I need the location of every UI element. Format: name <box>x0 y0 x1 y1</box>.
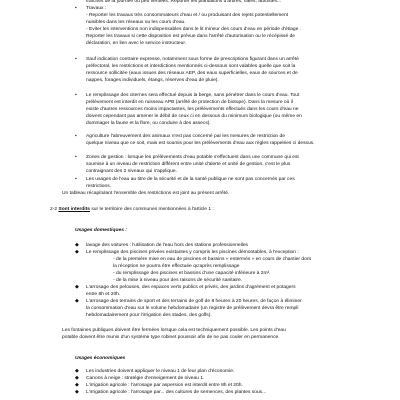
text-line: entre 8h et 20h. <box>86 292 121 297</box>
subsection-title: Usages domestiques : <box>75 228 127 233</box>
text-line: la consommation d'eau sur le volume hebdomadaire (un registre de prélèvement devra être rempli <box>86 306 299 311</box>
text-line: nuisibles dans les réseaux ou les cours d'eau. <box>86 20 186 25</box>
text-line: préfectoral, les restrictions et interdictions mentionnés ci-dessous sont valables quelle que soit la <box>86 64 296 69</box>
text-line: Le remplissage des piscines privées existantes y compris les piscines démontables, à l'exception : <box>86 250 299 255</box>
text-line: L'arrosage des terrains de sport et des terrains de golf de 8 heures à 20 heures, de façon à éliminer <box>86 299 302 304</box>
text-line: ressource sollicitée (eaux issues des réseaux AEP, des eaux superficielles, eaux de sources et de <box>86 71 298 76</box>
bullet-icon: ▪ <box>75 177 77 182</box>
text-line: dommager la faune et la flore, ou conduire à des assecs). <box>86 121 211 126</box>
text-line: Les fontaines publiques doivent être fermées lorsque cela est techniquement possible. Les points d'eau <box>62 328 286 333</box>
bullet-icon: ▪ <box>75 134 77 139</box>
bullet-icon: ◆ <box>75 285 79 290</box>
text-line: Les usages de l'eau au titre de la sécurité et de la santé publique ne sont pas concernés par ces <box>86 177 295 182</box>
text-line: - Eviter les interventions non indispensables dans le lit mineur des cours d'eau en période d'étiage . <box>86 27 302 32</box>
text-line: Zones de gestion : lorsque les prélèvements d'eau potable s'effectuent dans une commune qui est <box>86 155 299 160</box>
text-line: Reporter les travaux si cette disposition est prévue dans l'arrêté d'autorisation ou le récépissé de <box>86 34 296 39</box>
text-line: L'irrigation agricole : l'arrosage par... des cultures de semences, des plantes sous... <box>86 390 267 395</box>
text-line: - de la mise à niveau pour des raisons de sécurité sanitaire. <box>113 278 243 283</box>
text-line: Agriculture l'abreuvement des animaux n'est pas concerné par les mesures de restriction de <box>86 134 285 139</box>
text-line: restrictions. <box>86 184 112 189</box>
section-rest: sur le territoire des communes mentionnées à l'article 1 : <box>91 207 214 212</box>
text-line: - de la première mise en eau de piscines et bassins « entermés » en cours de chantier dont <box>113 257 311 262</box>
section-number: 2-2 <box>50 207 58 212</box>
text-line: Sauf indication contraire expresse, notamment sous forme de prescriptions figurant dans un arrêté <box>86 57 299 62</box>
text-line: déclaration, en lien avec le service instructeur. <box>86 41 187 46</box>
bullet-icon: ▪ <box>75 57 77 62</box>
text-line: Le remplissage des citernes sera effectué depuis la berge, sans pénétrer dans le cours d'eau. Tout <box>86 93 300 98</box>
section-heading <box>50 207 214 213</box>
subheading: Travaux : <box>86 6 107 11</box>
text-line: Canons à neige : stratégie d'enneigement de niveau 1. <box>86 376 205 381</box>
bullet-icon: ▪ <box>75 6 77 11</box>
text-line: - du remplissage des piscines et bassins d'une capacité inférieure à 2m³. <box>113 271 271 276</box>
bullet-icon: ◆ <box>75 376 79 381</box>
bullet-icon: ◆ <box>75 383 79 388</box>
text-line: prélèvement est interdit en ruisseau APB (arrêté de protection de biotope). Dans la mesure où il <box>86 100 293 105</box>
bullet-icon: ▪ <box>75 93 77 98</box>
bullet-icon: ▪ <box>75 155 77 160</box>
text-line: quelque niveau que ce soit, mais est soumis pour les prélèvements d'eau aux règles rappelées ci dessus. <box>86 141 315 146</box>
text-line: lavage des voitures : l'utilisation de l'eau hors des stations professionnelles <box>86 243 248 248</box>
text-line: Les industries doivent appliquer le niveau 1 de leur plan d'économie. <box>86 369 235 374</box>
text-line: hebdomadairement pour l'irrigation des stades, des golfs). <box>86 313 212 318</box>
text-line: nappes, forages individuels, étangs, réserves d'eau de pluie). <box>86 78 219 83</box>
bullet-icon: ◆ <box>75 390 79 395</box>
text-line: - Reporter les travaux très consommateurs d'eau et / ou produisant des rejets potentiellement <box>86 13 289 18</box>
text-line: contraignant des 2 niveaux qui s'applique. <box>86 169 177 174</box>
bullet-icon: ◆ <box>75 369 79 374</box>
section-keyword: Sont interdits <box>58 207 90 212</box>
bullet-icon: ◆ <box>75 243 79 248</box>
text-line: doivent cependant pas amener le débit de ceux ci en dessous du minimum biologique (ou même en <box>86 114 302 119</box>
text-line: fraîches de la journée ou peu ventées. Reporter les plantations d'arbres, haies, arbustes... <box>86 0 282 4</box>
text-line: potable doivent être munis d'un système type robinet poussoir afin de ne pas couler en permanence. <box>62 335 280 340</box>
text-line: L'arrosage des pelouses, des espaces verts publics et privés, des jardins d'agrément et potagers <box>86 285 296 290</box>
bullet-icon: ◆ <box>75 250 79 255</box>
text-line: soumise à un niveau de restriction différent entre unité d'alerte et unité de gestion, c'est le plus <box>86 162 291 167</box>
text-line: Un tableau récapitulant l'ensemble des restrictions est joint au présent arrêté. <box>62 191 230 196</box>
text-line: la réception ne pourra être effectuée qu'après remplissage <box>113 264 240 269</box>
text-line: existe d'autres ressources moins impactantes, les prélèvements effectués dans les cours d'eau ne <box>86 107 299 112</box>
subsection-title: Usages économiques <box>75 356 126 361</box>
text-line: L'irrigation agricole : l'arrosage par aspersion est interdit entre 8h et 20h. <box>86 383 243 388</box>
bullet-icon: ◆ <box>75 299 79 304</box>
